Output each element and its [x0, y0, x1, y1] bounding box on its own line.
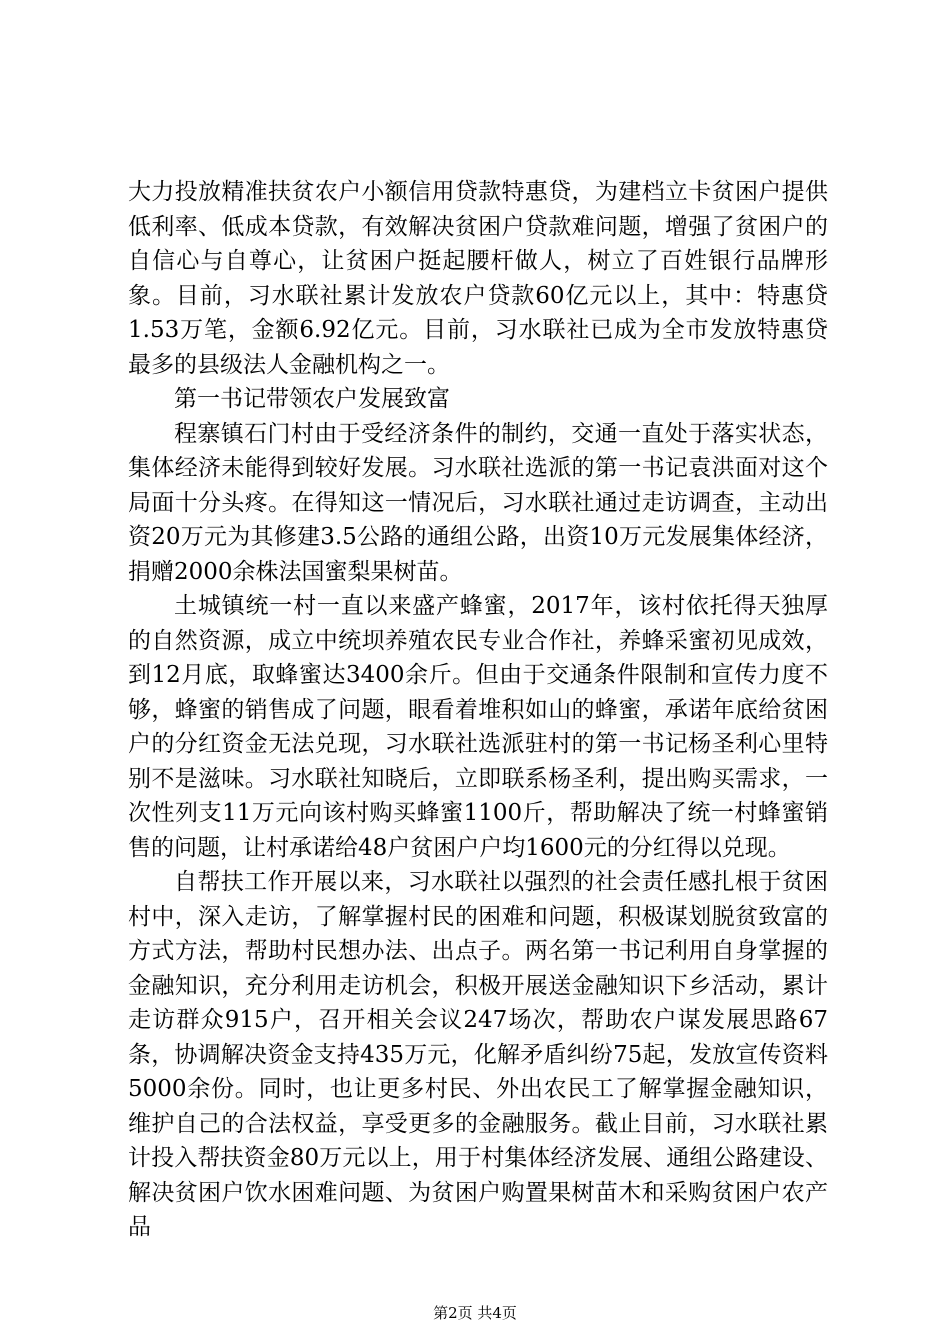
section-subtitle: 第一书记带领农户发展致富	[174, 386, 450, 412]
paragraph: 自帮扶工作开展以来，习水联社以强烈的社会责任感扎根于贫困村中，深入走访，了解掌握村民的困难和问题，积极谋划脱贫致富的方式方法，帮助村民想办法、出点子。两名第一书记利用自身掌握的金融知识，充分利用走访机会，积极开展送金融知识下乡活动，累计走访群众915户，召开相关会议247场次，帮助农户谋发展思路67条，协调解决资金支持435万元，化解矛盾纠纷75起，发放宣传资料5000余份。同时，也让更多村民、外出农民工了解掌握金融知识，维护自己的合法权益，享受更多的金融服务。截止目前，习水联社累计投入帮扶资金80万元以上，用于村集体经济发展、通组公路建设、解决贫困户饮水困难问题、为贫困户购置果树苗木和采购贫困户农产品	[128, 869, 828, 1240]
page-number-label: 第2页 共4页	[433, 1304, 517, 1322]
paragraph-continuation: 大力投放精准扶贫农户小额信用贷款特惠贷，为建档立卡贫困户提供低利率、低成本贷款，有效解决贫困户贷款难问题，增强了贫困户的自信心与自尊心，让贫困户挺起腰杆做人，树立了百姓银行品牌形象。目前，习水联社累计发放农户贷款60亿元以上，其中：特惠贷1.53万笔，金额6.92亿元。目前，习水联社已成为全市发放特惠贷最多的县级法人金融机构之一。	[128, 179, 828, 378]
paragraph: 土城镇统一村一直以来盛产蜂蜜，2017年，该村依托得天独厚的自然资源，成立中统坝养殖农民专业合作社，养蜂采蜜初见成效，到12月底，取蜂蜜达3400余斤。但由于交通条件限制和宣传力度不够，蜂蜜的销售成了问题，眼看着堆积如山的蜂蜜，承诺年底给贫困户的分红资金无法兑现，习水联社选派驻村的第一书记杨圣利心里特别不是滋味。习水联社知晓后，立即联系杨圣利，提出购买需求，一次性列支11万元向该村购买蜂蜜1100斤，帮助解决了统一村蜂蜜销售的问题，让村承诺给48户贫困户户均1600元的分红得以兑现。	[128, 593, 828, 861]
document-body	[128, 175, 828, 1245]
paragraph: 程寨镇石门村由于受经济条件的制约，交通一直处于落实状态，集体经济未能得到较好发展。习水联社选派的第一书记袁洪面对这个局面十分头疼。在得知这一情况后，习水联社通过走访调查，主动出资20万元为其修建3.5公路的通组公路，出资10万元发展集体经济，捐赠2000余株法国蜜梨果树苗。	[128, 420, 828, 585]
page-footer	[0, 1303, 950, 1323]
